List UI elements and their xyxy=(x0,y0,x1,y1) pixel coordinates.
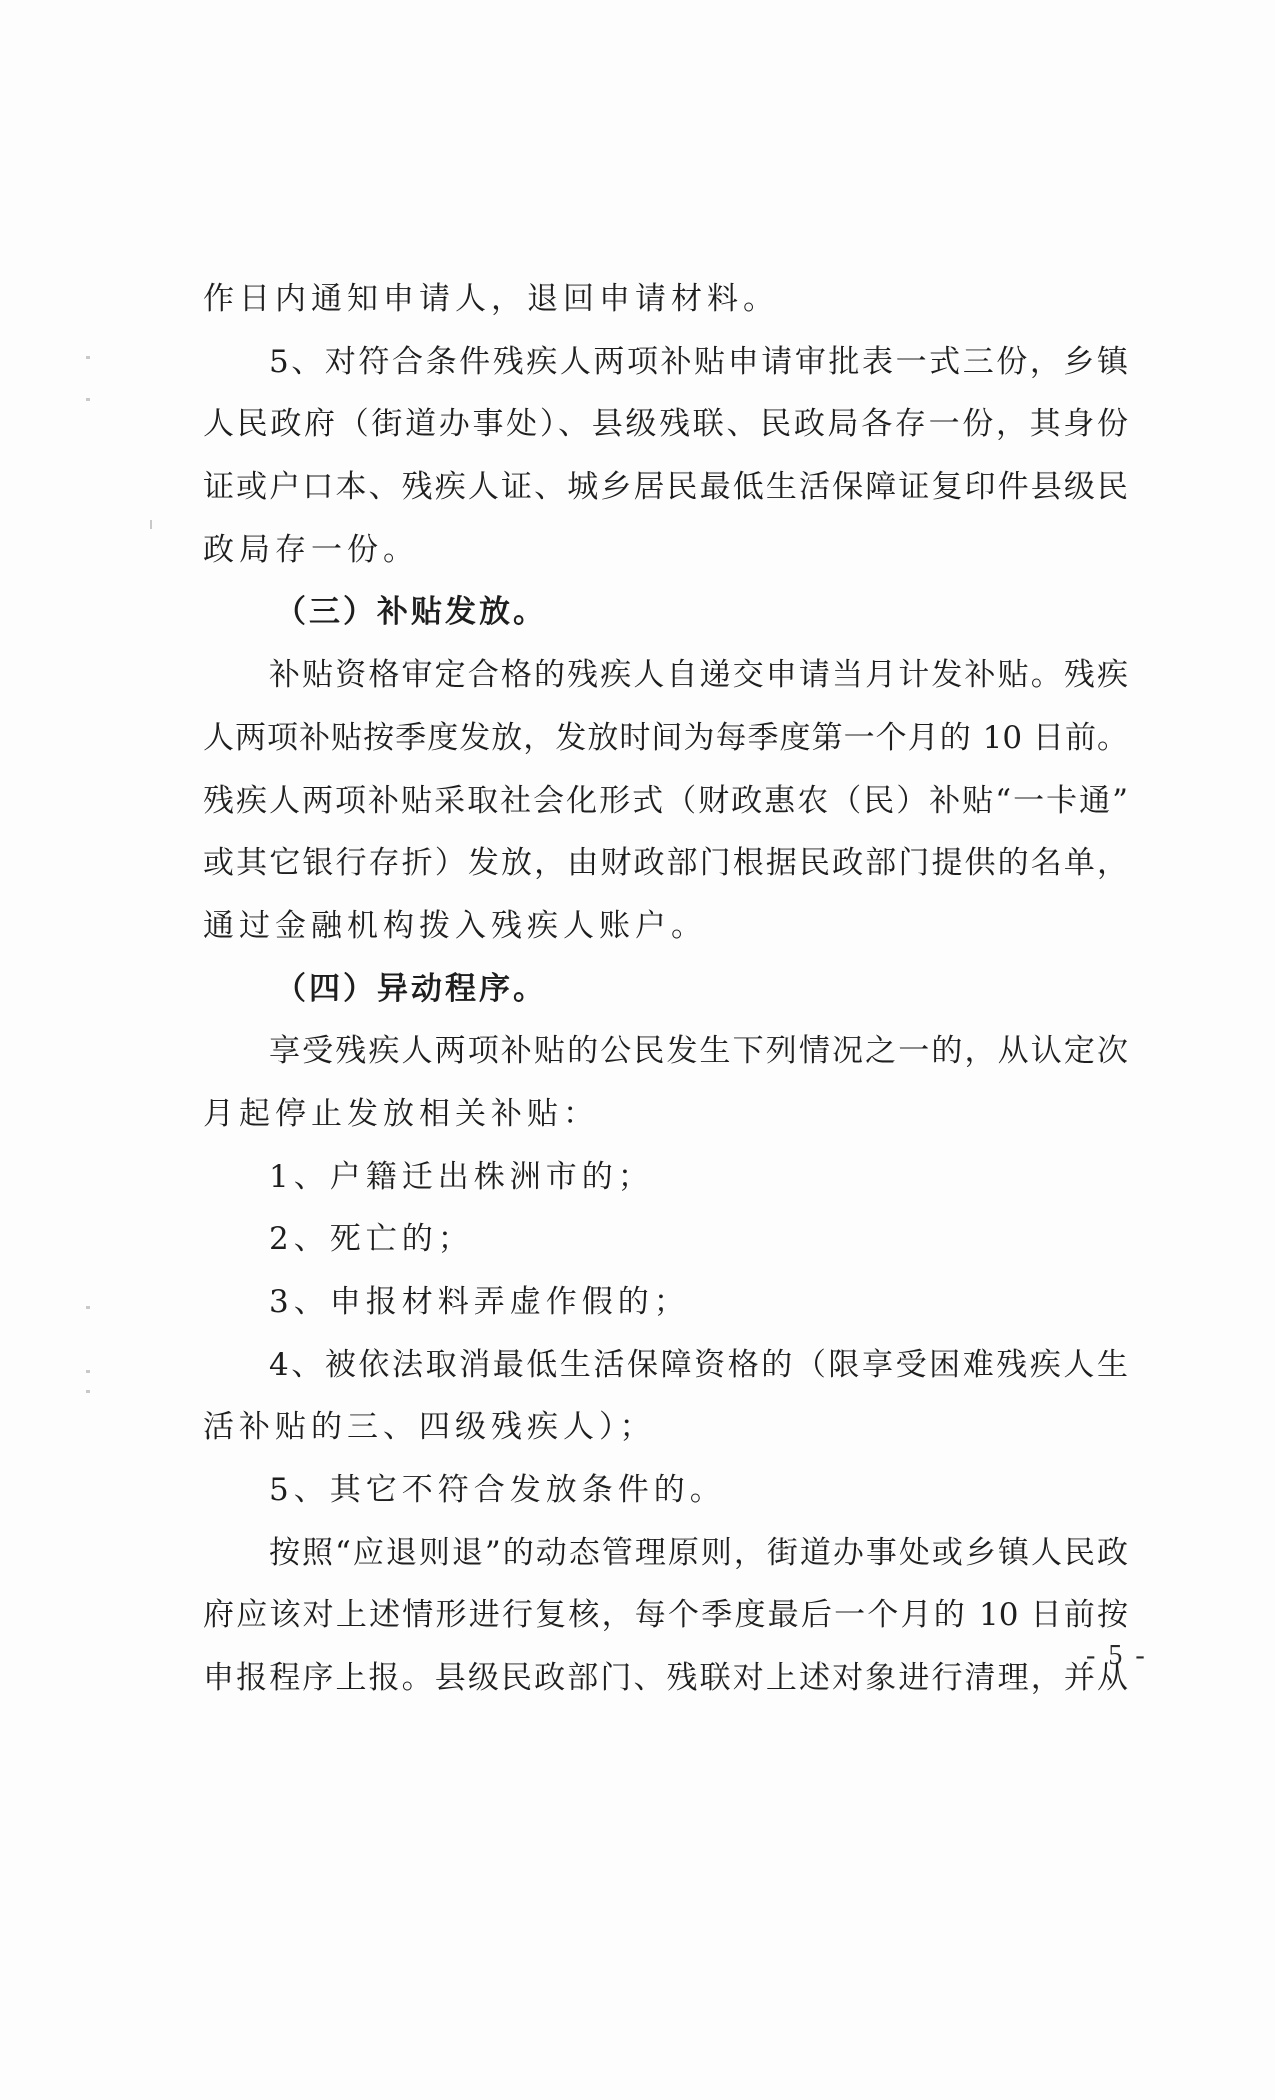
text-line: 残疾人两项补贴采取社会化形式（财政惠农（民）补贴“一卡通” xyxy=(203,782,1128,819)
text-line: 享受残疾人两项补贴的公民发生下列情况之一的，从认定次 xyxy=(269,1033,1128,1070)
list-item: 1、户籍迁出株洲市的； xyxy=(269,1158,654,1195)
text-line: 府应该对上述情形进行复核，每个季度最后一个月的 10 日前按 xyxy=(203,1597,1128,1634)
scan-mark xyxy=(86,398,90,401)
text-line: 人民政府（街道办事处）、县级残联、民政局各存一份，其身份 xyxy=(203,406,1128,443)
page-number: - 5 - xyxy=(1086,1640,1148,1671)
text-line: 活补贴的三、四级残疾人）； xyxy=(203,1409,656,1446)
text-line: 或其它银行存折）发放，由财政部门根据民政部门提供的名单， xyxy=(203,845,1128,882)
scan-mark xyxy=(86,356,90,359)
list-item: 2、死亡的； xyxy=(269,1221,474,1258)
list-item: 5、其它不符合发放条件的。 xyxy=(269,1472,726,1509)
text-line: 通过金融机构拨入残疾人账户。 xyxy=(203,907,707,944)
section-heading: （四）异动程序。 xyxy=(275,970,547,1007)
text-line: 5、对符合条件残疾人两项补贴申请审批表一式三份，乡镇 xyxy=(269,343,1128,380)
list-item: 4、被依法取消最低生活保障资格的（限享受困难残疾人生 xyxy=(269,1346,1128,1383)
text-line: 证或户口本、残疾人证、城乡居民最低生活保障证复印件县级民 xyxy=(203,469,1128,506)
scan-mark xyxy=(86,1390,90,1393)
text-line: 政局存一份。 xyxy=(203,531,419,568)
text-line: 人两项补贴按季度发放，发放时间为每季度第一个月的 10 日前。 xyxy=(203,719,1128,756)
list-item: 3、申报材料弄虚作假的； xyxy=(269,1284,690,1320)
scan-mark xyxy=(150,520,152,529)
text-line: 补贴资格审定合格的残疾人自递交申请当月计发补贴。残疾 xyxy=(269,657,1128,694)
text-line: 按照“应退则退”的动态管理原则，街道办事处或乡镇人民政 xyxy=(269,1534,1128,1571)
text-line: 作日内通知申请人，退回申请材料。 xyxy=(203,281,779,317)
body-text xyxy=(203,268,1128,1710)
text-line: 申报程序上报。县级民政部门、残联对上述对象进行清理，并从 xyxy=(203,1660,1128,1697)
text-line: 月起停止发放相关补贴： xyxy=(203,1095,599,1132)
scan-mark xyxy=(86,1370,90,1373)
section-heading: （三）补贴发放。 xyxy=(275,594,547,631)
scan-mark xyxy=(86,1306,90,1309)
